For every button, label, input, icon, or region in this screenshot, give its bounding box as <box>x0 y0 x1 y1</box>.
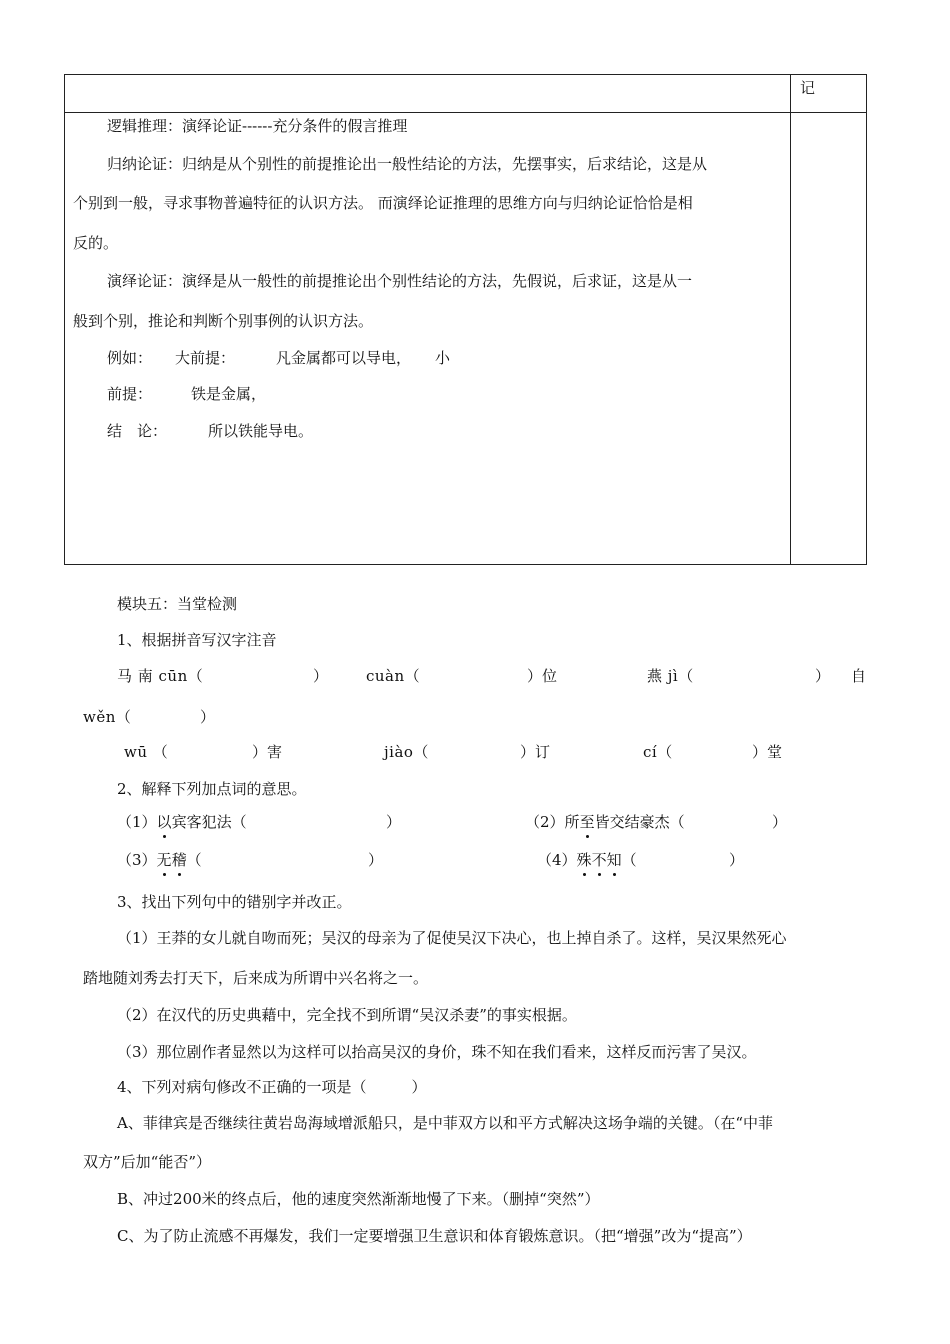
emphasis-char: 稽 <box>171 851 187 869</box>
q3-sentence-2: （2）在汉代的历史典藉中，完全找不到所谓“吴汉杀妻”的事实根据。 <box>117 1006 577 1024</box>
conclusion-text: 所以铁能导电。 <box>208 422 314 440</box>
pinyin-item-8-pre: cí（ <box>643 743 673 761</box>
pinyin-item-1-post: ） <box>313 667 329 685</box>
pinyin-item-2-pre: cuàn（ <box>366 667 421 685</box>
q2-item-4-close: ） <box>729 851 745 869</box>
pinyin-item-5-post: ） <box>200 708 216 726</box>
pinyin-item-8-post: ）堂 <box>752 743 783 761</box>
q4-option-c: C、为了防止流感不再爆发，我们一定要增强卫生意识和体育锻炼意识。（把“增强”改为“提高”） <box>117 1227 752 1245</box>
deduction-line-1: 演绎论证：演绎是从一般性的前提推论出个别性结论的方法，先假说，后求证，这是从一 <box>107 272 693 290</box>
section-title: 逻辑推理：演绎论证------充分条件的假言推理 <box>107 117 408 135</box>
pinyin-item-6-pre: wū （ <box>124 743 169 761</box>
q2-item-1: （1）以宾客犯法（ <box>117 813 247 831</box>
pinyin-item-3-post: ） <box>815 667 831 685</box>
pinyin-item-2-post: ）位 <box>527 667 558 685</box>
q2-item-3-close: ） <box>368 851 384 869</box>
minor-premise-label: 前提： <box>107 385 153 403</box>
module-title: 模块五：当堂检测 <box>117 595 238 613</box>
q2-title: 2、解释下列加点词的意思。 <box>117 780 307 798</box>
induction-line-3: 反的。 <box>73 234 119 252</box>
table-header-divider <box>65 112 866 113</box>
q3-sentence-1-line-2: 踏地随刘秀去打天下，后来成为所谓中兴名将之一。 <box>83 969 429 987</box>
deduction-line-2: 般到个别，推论和判断个别事例的认识方法。 <box>73 312 374 330</box>
pinyin-item-6-post: ）害 <box>252 743 283 761</box>
q4-title: 4、下列对病句修改不正确的一项是（ ） <box>117 1078 427 1096</box>
q2-item-2: （2）所至皆交结豪杰（ <box>525 813 685 831</box>
q3-sentence-3: （3）那位剧作者显然以为这样可以抬高吴汉的身价，珠不知在我们看来，这样反而污害了吴汉。 <box>117 1043 757 1061</box>
emphasis-char: 无 <box>156 851 172 869</box>
major-premise-label: 大前提： <box>175 349 236 367</box>
q2-item-4: （4）殊不知（ <box>537 851 637 869</box>
pinyin-item-7-post: ）订 <box>520 743 551 761</box>
table-column-divider <box>790 75 791 564</box>
q2-item-1-close: ） <box>386 813 402 831</box>
q3-title: 3、找出下列句中的错别字并改正。 <box>117 893 352 911</box>
q3-sentence-1-line-1: （1）王莽的女儿就自吻而死；吴汉的母亲为了促使吴汉下决心，也上掉自杀了。这样，吴汉果然死心 <box>117 929 787 947</box>
q4-option-a-line-1: A、菲律宾是否继续往黄岩岛海域增派船只，是中菲双方以和平方式解决这场争端的关键。（在“中菲 <box>117 1114 774 1132</box>
pinyin-item-3-pre: 燕 jì（ <box>647 667 694 685</box>
q2-item-2-close: ） <box>772 813 788 831</box>
minor-premise-text: 铁是金属， <box>191 385 267 403</box>
emphasis-char: 至 <box>579 813 595 831</box>
minor-prefix: 小 <box>435 349 451 367</box>
pinyin-item-1-pre: 马 南 cūn（ <box>117 667 204 685</box>
emphasis-char: 以 <box>156 813 172 831</box>
emphasis-char: 殊 <box>576 851 592 869</box>
pinyin-item-4-pre: 自 <box>851 667 867 685</box>
q2-item-3: （3）无稽（ <box>117 851 202 869</box>
pinyin-item-7-pre: jiào（ <box>384 743 429 761</box>
pinyin-item-5-pre: wěn（ <box>83 708 132 726</box>
q1-title: 1、根据拼音写汉字注音 <box>117 631 277 649</box>
induction-line-1: 归纳论证：归纳是从个别性的前提推论出一般性结论的方法，先摆事实，后求结论，这是从 <box>107 155 708 173</box>
q4-option-b: B、冲过200米的终点后，他的速度突然渐渐地慢了下来。（删掉“突然”） <box>117 1190 600 1208</box>
emphasis-char: 知 <box>606 851 622 869</box>
q4-option-a-line-2: 双方”后加“能否”） <box>83 1153 212 1171</box>
induction-line-2: 个别到一般，寻求事物普遍特征的认识方法。 而演绎论证推理的思维方向与归纳论证恰恰是相 <box>73 194 693 212</box>
notes-column-header: 记 <box>800 79 816 97</box>
conclusion-label: 结 论： <box>107 422 168 440</box>
major-premise-text: 凡金属都可以导电， <box>276 349 412 367</box>
example-label: 例如： <box>107 349 153 367</box>
emphasis-char: 不 <box>591 851 607 869</box>
